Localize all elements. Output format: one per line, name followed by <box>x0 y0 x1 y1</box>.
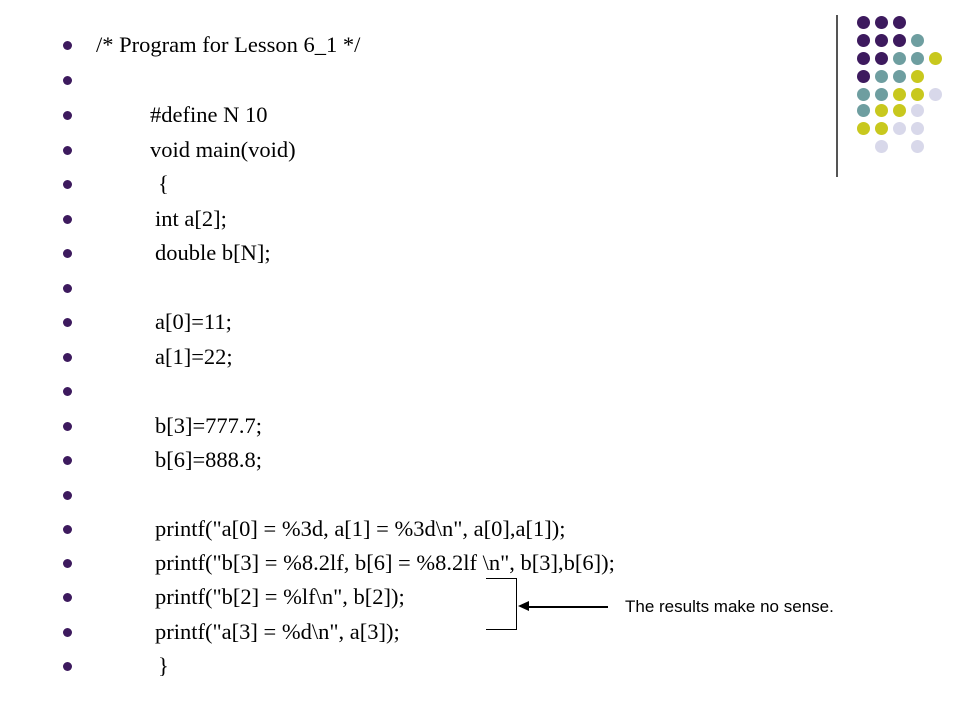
code-text: #define N 10 <box>150 102 268 127</box>
code-line <box>0 478 760 512</box>
code-line <box>0 271 760 305</box>
decorative-dot <box>875 88 888 101</box>
decorative-dot <box>929 52 942 65</box>
decorative-dot <box>911 70 924 83</box>
bullet-dot <box>63 146 72 155</box>
decorative-dot <box>911 34 924 47</box>
bullet-dot <box>63 353 72 362</box>
decorative-dot <box>893 34 906 47</box>
decorative-dot <box>875 104 888 117</box>
bullet-dot <box>63 249 72 258</box>
decorative-dot <box>911 122 924 135</box>
decorative-dot <box>875 122 888 135</box>
bullet-dot <box>63 41 72 50</box>
code-text: double b[N]; <box>155 240 271 265</box>
bullet-dot <box>63 387 72 396</box>
code-line <box>0 649 760 683</box>
bullet-dot <box>63 318 72 327</box>
code-line <box>0 512 760 546</box>
decorative-dot <box>857 52 870 65</box>
decorative-dot <box>929 88 942 101</box>
bracket-annotation <box>486 578 517 630</box>
bullet-dot <box>63 456 72 465</box>
bullet-dot <box>63 284 72 293</box>
decorative-dot <box>875 34 888 47</box>
bullet-dot <box>63 76 72 85</box>
code-line <box>0 340 760 374</box>
decorative-dot <box>893 88 906 101</box>
decorative-dot <box>893 52 906 65</box>
decorative-dot <box>911 140 924 153</box>
code-text: int a[2]; <box>155 206 227 231</box>
bullet-dot <box>63 662 72 671</box>
code-line <box>0 546 760 580</box>
decorative-dot <box>893 16 906 29</box>
bullet-dot <box>63 180 72 189</box>
code-text: b[3]=777.7; <box>155 413 263 438</box>
code-text: a[0]=11; <box>155 309 232 334</box>
code-line <box>0 133 760 167</box>
code-line <box>0 28 760 62</box>
code-line <box>0 374 760 408</box>
code-line <box>0 615 760 649</box>
annotation-note: The results make no sense. <box>625 597 834 616</box>
code-text: printf("a[0] = %3d, a[1] = %3d\n", a[0],a[1]); <box>155 516 566 541</box>
decorative-dot <box>857 88 870 101</box>
decorative-dot <box>857 104 870 117</box>
bullet-dot <box>63 593 72 602</box>
decorative-dot <box>893 70 906 83</box>
arrow-line <box>526 606 608 608</box>
bullet-dot <box>63 422 72 431</box>
code-text: printf("a[3] = %d\n", a[3]); <box>155 619 400 644</box>
code-line <box>0 305 760 339</box>
code-text: { <box>158 171 169 196</box>
code-text: b[6]=888.8; <box>155 447 263 472</box>
bullet-dot <box>63 559 72 568</box>
decorative-dot <box>875 140 888 153</box>
code-text: /* Program for Lesson 6_1 */ <box>96 32 361 57</box>
divider-line <box>836 15 838 177</box>
code-text: printf("b[2] = %lf\n", b[2]); <box>155 584 405 609</box>
decorative-dot <box>875 16 888 29</box>
decorative-dot <box>893 104 906 117</box>
code-text: void main(void) <box>150 137 296 162</box>
decorative-dot <box>893 122 906 135</box>
bullet-dot <box>63 525 72 534</box>
code-text: printf("b[3] = %8.2lf, b[6] = %8.2lf \n", b[3],b[6]); <box>155 550 615 575</box>
code-line <box>0 167 760 201</box>
decorative-dot <box>857 34 870 47</box>
decorative-dot <box>911 104 924 117</box>
code-line <box>0 63 760 97</box>
decorative-dot <box>875 52 888 65</box>
decorative-dot <box>875 70 888 83</box>
bullet-dot <box>63 628 72 637</box>
bullet-dot <box>63 491 72 500</box>
code-text: a[1]=22; <box>155 344 233 369</box>
code-line <box>0 202 760 236</box>
decorative-dot <box>857 70 870 83</box>
bullet-dot <box>63 111 72 120</box>
code-text: } <box>158 653 169 678</box>
code-line <box>0 443 760 477</box>
decorative-dot <box>857 16 870 29</box>
decorative-dot <box>857 122 870 135</box>
code-line <box>0 409 760 443</box>
code-line <box>0 98 760 132</box>
bullet-dot <box>63 215 72 224</box>
decorative-dot <box>911 88 924 101</box>
code-line <box>0 236 760 270</box>
decorative-dot <box>911 52 924 65</box>
